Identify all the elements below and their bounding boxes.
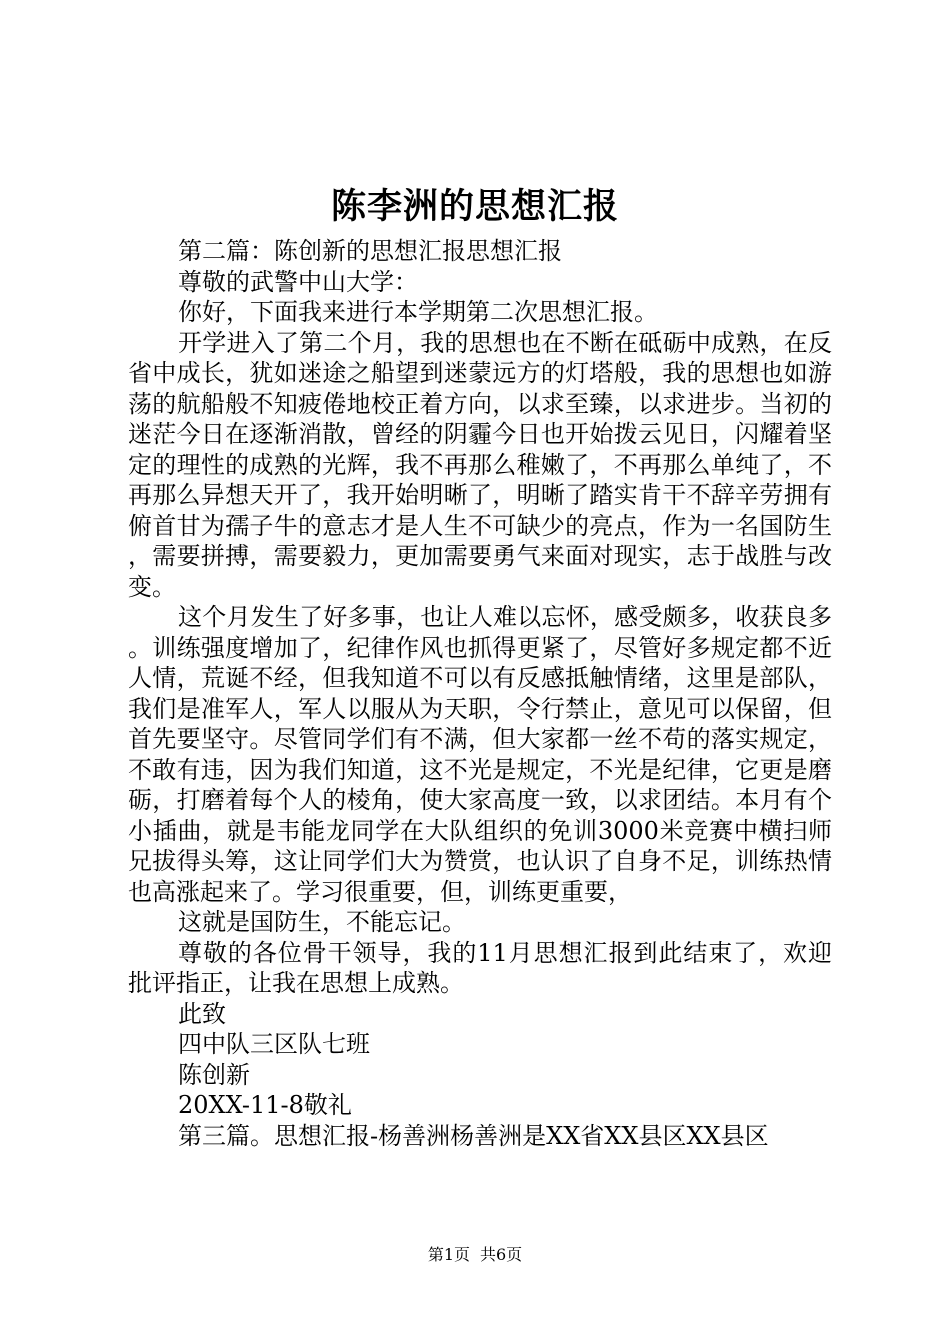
page-total: 共6页	[480, 1245, 523, 1264]
paragraph-salutation: 尊敬的武警中山大学：	[178, 267, 418, 296]
document-title: 陈李洲的思想汇报	[330, 186, 619, 227]
paragraph-body-2: 这个月发生了好多事，也让人难以忘怀，感受颇多，收获良多。训练强度增加了，纪律作风也抓得更紧了，尽管好多规定都不近人情，荒诞不经，但我知道不可以有反感抵触情绪，这里是部队，我们是准军人，军人以服从为天职，令行禁止，意见可以保留，但首先要坚守。尽管同学们有不满，但大家都一丝不苟的落实规定，不敢有违，因为我们知道，这不光是规定，不光是纪律，它更是磨砺，打磨着每个人的棱角，使大家高度一致，以求团结。本月有个小插曲，就是韦能龙同学在大队组织的免训3000米竞赛中横扫师兄拔得头筹，这让同学们大为赞赏，也认识了自身不足，训练热情也高涨起来了。学习很重要，但，训练更重要，	[128, 603, 832, 906]
paragraph-section-heading: 第二篇：陈创新的思想汇报思想汇报	[178, 237, 562, 265]
paragraph-body-1: 开学进入了第二个月，我的思想也在不断在砥砺中成熟，在反省中成长，犹如迷途之船望到迷蒙远方的灯塔般，我的思想也如游荡的航船般不知疲倦地校正着方向，以求至臻，以求进步。当初的迷茫今日在逐渐消散，曾经的阴霾今日也开始拨云见日，闪耀着坚定的理性的成熟的光辉，我不再那么稚嫩了，不再那么单纯了，不再那么异想天开了，我开始明晰了，明晰了踏实肯干不辞辛劳拥有俯首甘为孺子牛的意志才是人生不可缺少的亮点，作为一名国防生，需要拼搏，需要毅力，更加需要勇气来面对现实，志于战胜与改变。	[128, 328, 832, 601]
page-footer	[0, 1245, 950, 1265]
paragraph-body-3: 这就是国防生，不能忘记。	[178, 908, 466, 936]
paragraph-closing: 尊敬的各位骨干领导，我的11月思想汇报到此结束了，欢迎批评指正，让我在思想上成熟。	[128, 938, 832, 997]
paragraph-next-section: 第三篇。思想汇报-杨善洲杨善洲是XX省XX县区XX县区	[178, 1121, 769, 1150]
paragraph-signature: 陈创新	[178, 1060, 250, 1089]
paragraph-date: 20XX-11-8敬礼	[178, 1091, 352, 1119]
paragraph-greeting: 你好，下面我来进行本学期第二次思想汇报。	[178, 298, 658, 326]
document-body	[128, 236, 832, 1151]
page-number: 第1页	[427, 1245, 470, 1264]
paragraph-unit: 四中队三区队七班	[178, 1030, 370, 1058]
paragraph-cizhi: 此致	[178, 999, 226, 1028]
